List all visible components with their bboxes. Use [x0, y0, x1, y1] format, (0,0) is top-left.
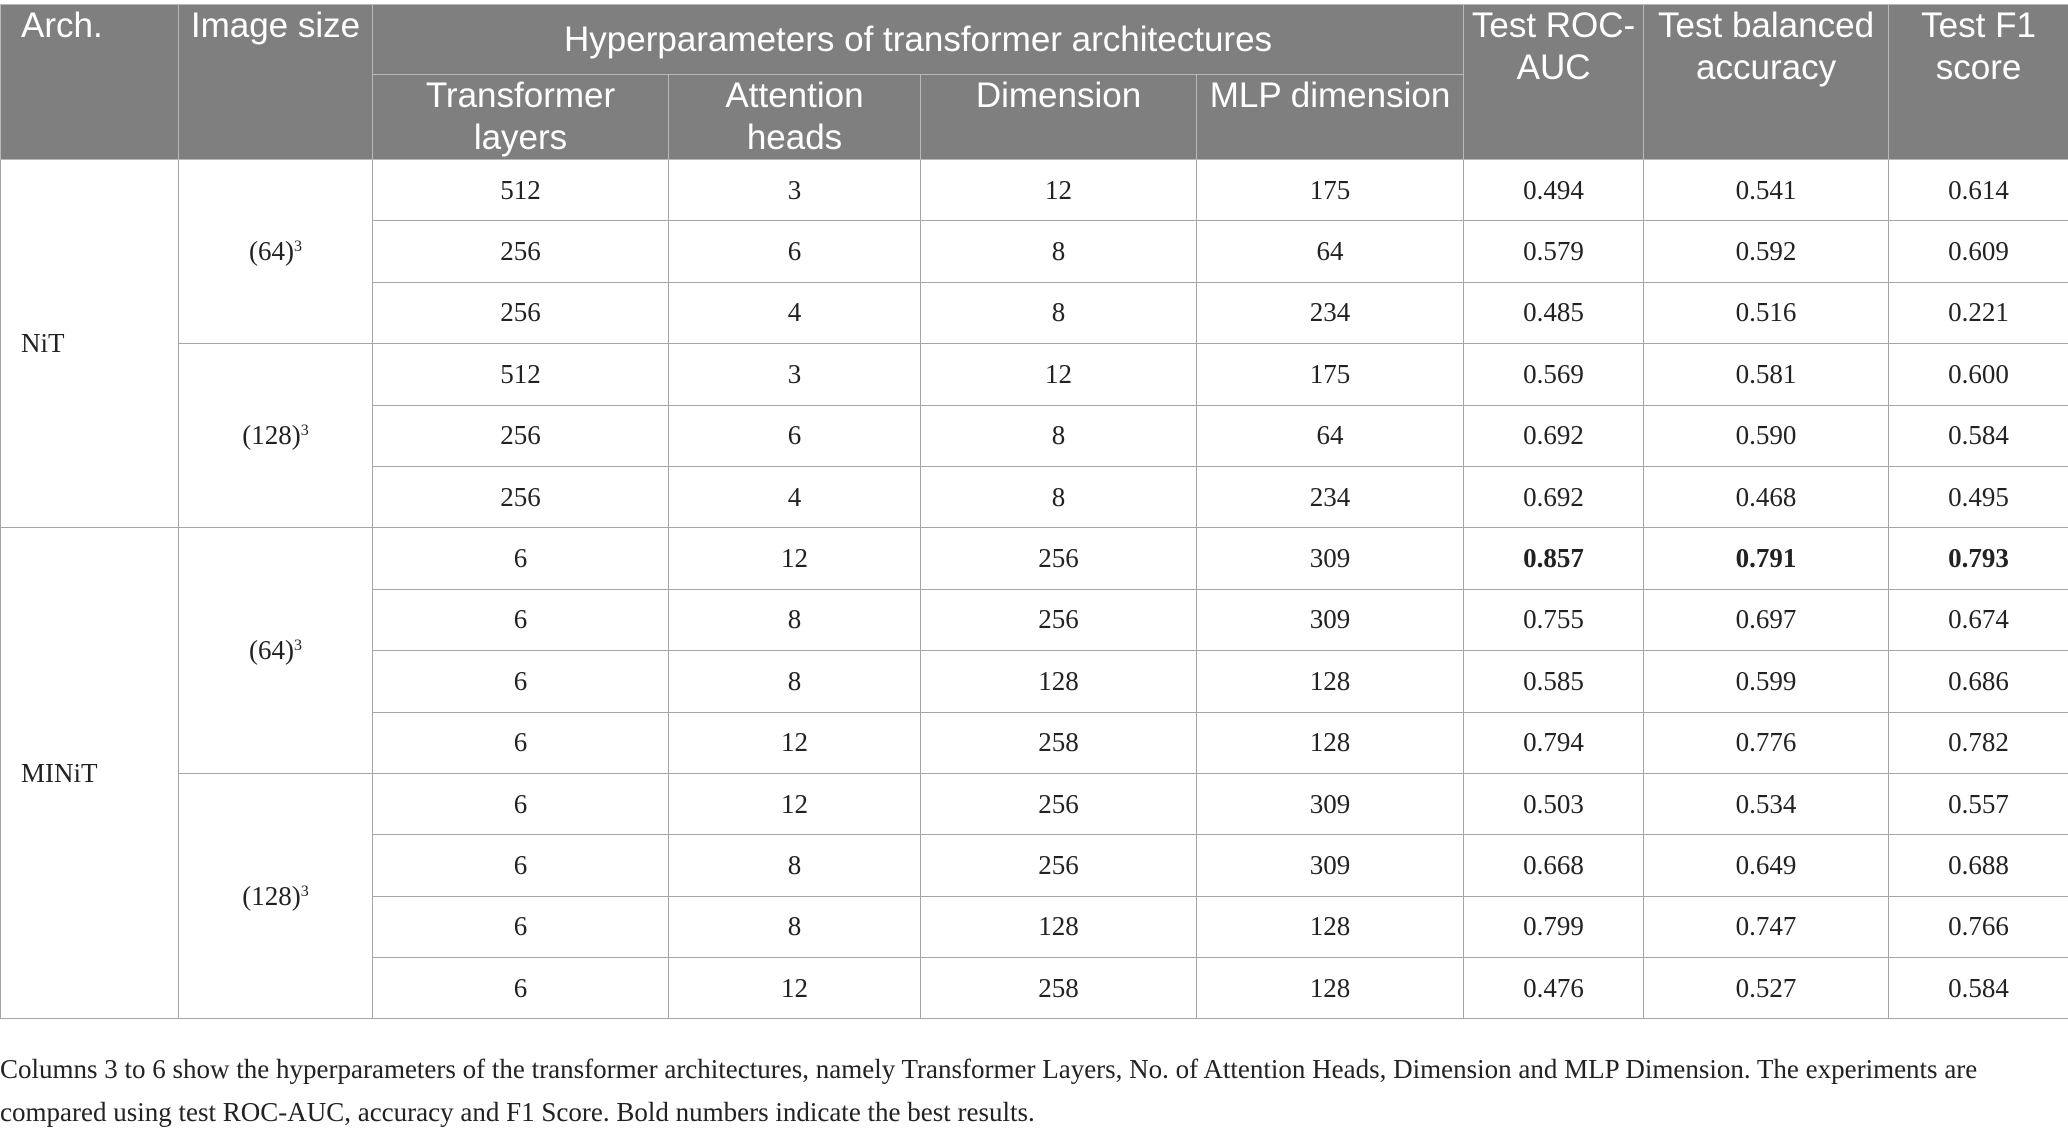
test-f1-score-cell: 0.557 [1889, 773, 2068, 834]
transformer-layers-cell: 6 [373, 528, 669, 589]
mlp-dimension-cell: 309 [1197, 528, 1464, 589]
dimension-cell: 128 [921, 896, 1197, 957]
attention-heads-cell: 8 [669, 651, 921, 712]
arch-cell: NiT [1, 160, 179, 528]
test-roc-auc-cell: 0.794 [1464, 712, 1644, 773]
test-balanced-accuracy-cell: 0.747 [1644, 896, 1889, 957]
test-balanced-accuracy-cell: 0.541 [1644, 160, 1889, 221]
dimension-cell: 12 [921, 344, 1197, 405]
mlp-dimension-cell: 128 [1197, 712, 1464, 773]
image-size-base: (64) [249, 635, 294, 665]
attention-heads-cell: 8 [669, 896, 921, 957]
dimension-cell: 8 [921, 405, 1197, 466]
transformer-layers-cell: 256 [373, 466, 669, 527]
test-f1-score-cell: 0.614 [1889, 160, 2068, 221]
transformer-layers-cell: 6 [373, 651, 669, 712]
mlp-dimension-cell: 128 [1197, 958, 1464, 1019]
test-roc-auc-cell: 0.799 [1464, 896, 1644, 957]
table-caption: Columns 3 to 6 show the hyperparameters of the transformer architectures, namely Transformer Layers, No. of Attention Heads, Dimension and MLP Dimension. The experiments are compared using test ROC-AUC, accuracy and F1 Score. Bold numbers indicate the best results. [0, 1048, 2030, 1134]
dimension-cell: 8 [921, 282, 1197, 343]
attention-heads-cell: 4 [669, 466, 921, 527]
header-transformer-layers: Transformer layers [373, 75, 669, 160]
attention-heads-cell: 3 [669, 344, 921, 405]
dimension-cell: 258 [921, 712, 1197, 773]
table-row [1, 773, 2068, 834]
table-row [1, 160, 2068, 221]
image-size-base: (128) [242, 881, 300, 911]
test-f1-score-cell: 0.782 [1889, 712, 2068, 773]
test-balanced-accuracy-cell: 0.468 [1644, 466, 1889, 527]
image-size-base: (128) [242, 420, 300, 450]
test-roc-auc-cell: 0.692 [1464, 466, 1644, 527]
test-f1-score-cell: 0.688 [1889, 835, 2068, 896]
table-row [1, 344, 2068, 405]
header-test-f1-score: Test F1 score [1889, 5, 2068, 160]
image-size-exponent: 3 [294, 637, 302, 654]
image-size-exponent: 3 [294, 238, 302, 255]
test-f1-score-cell: 0.221 [1889, 282, 2068, 343]
image-size-cell [179, 528, 373, 774]
attention-heads-cell: 12 [669, 528, 921, 589]
mlp-dimension-cell: 64 [1197, 221, 1464, 282]
header-arch: Arch. [1, 5, 179, 160]
mlp-dimension-cell: 309 [1197, 773, 1464, 834]
dimension-cell: 8 [921, 221, 1197, 282]
test-balanced-accuracy-cell: 0.776 [1644, 712, 1889, 773]
attention-heads-cell: 6 [669, 221, 921, 282]
test-roc-auc-cell: 0.692 [1464, 405, 1644, 466]
test-roc-auc-cell: 0.585 [1464, 651, 1644, 712]
mlp-dimension-cell: 64 [1197, 405, 1464, 466]
transformer-layers-cell: 512 [373, 160, 669, 221]
test-f1-score-cell: 0.584 [1889, 405, 2068, 466]
attention-heads-cell: 4 [669, 282, 921, 343]
attention-heads-cell: 8 [669, 835, 921, 896]
test-balanced-accuracy-cell: 0.592 [1644, 221, 1889, 282]
test-balanced-accuracy-cell: 0.590 [1644, 405, 1889, 466]
transformer-layers-cell: 6 [373, 773, 669, 834]
attention-heads-cell: 8 [669, 589, 921, 650]
transformer-layers-cell: 6 [373, 589, 669, 650]
transformer-layers-cell: 6 [373, 712, 669, 773]
dimension-cell: 258 [921, 958, 1197, 1019]
header-hyperparameters-group: Hyperparameters of transformer architectures [373, 5, 1464, 75]
mlp-dimension-cell: 175 [1197, 344, 1464, 405]
test-balanced-accuracy-cell: 0.527 [1644, 958, 1889, 1019]
image-size-cell [179, 160, 373, 344]
dimension-cell: 128 [921, 651, 1197, 712]
dimension-cell: 256 [921, 835, 1197, 896]
arch-cell: MINiT [1, 528, 179, 1019]
test-roc-auc-cell: 0.579 [1464, 221, 1644, 282]
mlp-dimension-cell: 234 [1197, 466, 1464, 527]
image-size-exponent: 3 [301, 422, 309, 439]
attention-heads-cell: 12 [669, 773, 921, 834]
header-test-balanced-accuracy: Test balanced accuracy [1644, 5, 1889, 160]
mlp-dimension-cell: 309 [1197, 589, 1464, 650]
dimension-cell: 256 [921, 773, 1197, 834]
mlp-dimension-cell: 175 [1197, 160, 1464, 221]
dimension-cell: 12 [921, 160, 1197, 221]
test-roc-auc-cell: 0.569 [1464, 344, 1644, 405]
test-balanced-accuracy-cell: 0.534 [1644, 773, 1889, 834]
test-balanced-accuracy-cell: 0.697 [1644, 589, 1889, 650]
mlp-dimension-cell: 128 [1197, 896, 1464, 957]
header-dimension: Dimension [921, 75, 1197, 160]
transformer-layers-cell: 6 [373, 958, 669, 1019]
attention-heads-cell: 12 [669, 712, 921, 773]
test-f1-score-cell: 0.766 [1889, 896, 2068, 957]
dimension-cell: 256 [921, 528, 1197, 589]
table-header [1, 5, 2068, 160]
transformer-layers-cell: 6 [373, 896, 669, 957]
test-balanced-accuracy-cell: 0.516 [1644, 282, 1889, 343]
transformer-layers-cell: 512 [373, 344, 669, 405]
test-roc-auc-cell: 0.668 [1464, 835, 1644, 896]
attention-heads-cell: 3 [669, 160, 921, 221]
mlp-dimension-cell: 234 [1197, 282, 1464, 343]
mlp-dimension-cell: 128 [1197, 651, 1464, 712]
attention-heads-cell: 12 [669, 958, 921, 1019]
results-table [0, 4, 2068, 1019]
transformer-layers-cell: 256 [373, 405, 669, 466]
table-row [1, 528, 2068, 589]
test-roc-auc-cell: 0.857 [1464, 528, 1644, 589]
test-roc-auc-cell: 0.503 [1464, 773, 1644, 834]
header-image-size: Image size [179, 5, 373, 160]
test-f1-score-cell: 0.686 [1889, 651, 2068, 712]
transformer-layers-cell: 6 [373, 835, 669, 896]
transformer-layers-cell: 256 [373, 282, 669, 343]
test-balanced-accuracy-cell: 0.649 [1644, 835, 1889, 896]
test-roc-auc-cell: 0.476 [1464, 958, 1644, 1019]
test-roc-auc-cell: 0.485 [1464, 282, 1644, 343]
transformer-layers-cell: 256 [373, 221, 669, 282]
dimension-cell: 8 [921, 466, 1197, 527]
header-mlp-dimension: MLP dimension [1197, 75, 1464, 160]
test-balanced-accuracy-cell: 0.599 [1644, 651, 1889, 712]
test-f1-score-cell: 0.584 [1889, 958, 2068, 1019]
test-balanced-accuracy-cell: 0.791 [1644, 528, 1889, 589]
test-balanced-accuracy-cell: 0.581 [1644, 344, 1889, 405]
image-size-cell [179, 773, 373, 1019]
test-f1-score-cell: 0.495 [1889, 466, 2068, 527]
test-f1-score-cell: 0.793 [1889, 528, 2068, 589]
test-roc-auc-cell: 0.755 [1464, 589, 1644, 650]
dimension-cell: 256 [921, 589, 1197, 650]
test-roc-auc-cell: 0.494 [1464, 160, 1644, 221]
image-size-base: (64) [249, 236, 294, 266]
test-f1-score-cell: 0.600 [1889, 344, 2068, 405]
test-f1-score-cell: 0.674 [1889, 589, 2068, 650]
header-attention-heads: Attention heads [669, 75, 921, 160]
header-test-roc-auc: Test ROC-AUC [1464, 5, 1644, 160]
mlp-dimension-cell: 309 [1197, 835, 1464, 896]
image-size-exponent: 3 [301, 883, 309, 900]
attention-heads-cell: 6 [669, 405, 921, 466]
table-body [1, 160, 2068, 1019]
test-f1-score-cell: 0.609 [1889, 221, 2068, 282]
image-size-cell [179, 344, 373, 528]
